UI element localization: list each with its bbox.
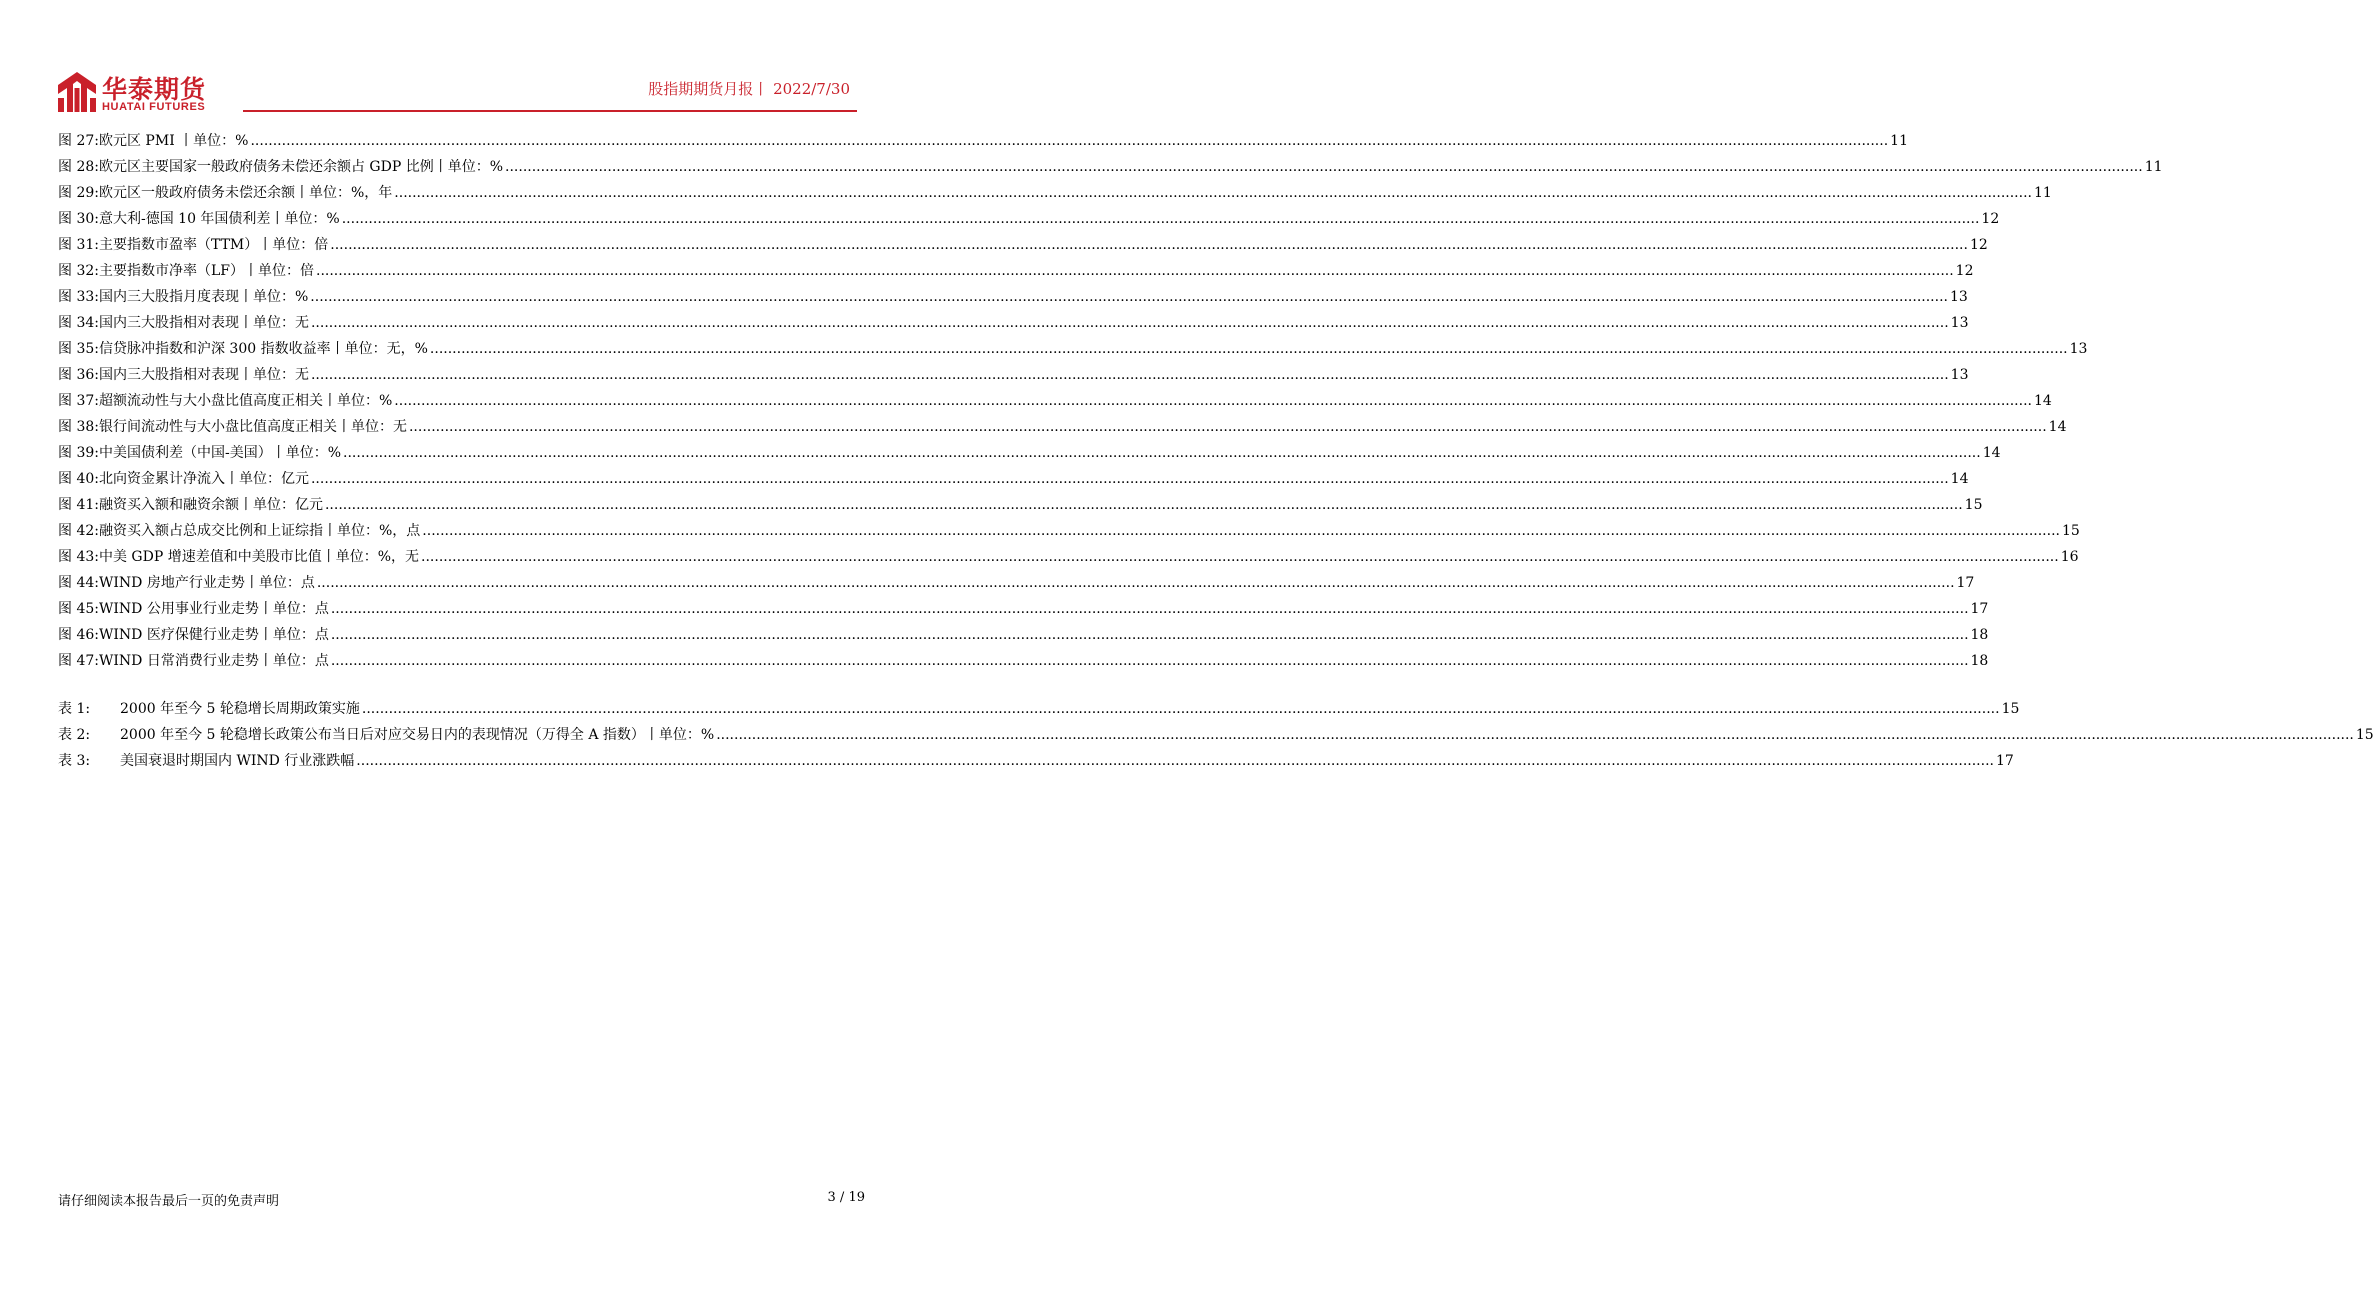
page-header xyxy=(0,0,920,120)
entry-label: 图 32: xyxy=(58,263,99,279)
brand-name-en: HUATAI FUTURES xyxy=(102,101,206,113)
entry-title: 主要指数市盈率（TTM）丨单位：倍 xyxy=(98,237,329,253)
entry-label: 图 27: xyxy=(58,133,99,149)
dot-leader xyxy=(317,570,1955,596)
entry-page-number: 14 xyxy=(1950,471,1969,487)
toc-figure-entry[interactable] xyxy=(58,232,1988,258)
entry-label: 图 41: xyxy=(58,497,99,513)
entry-page-number: 13 xyxy=(1950,315,1969,331)
dot-leader xyxy=(325,492,1963,518)
entry-page-number: 18 xyxy=(1970,627,1989,643)
figure-list xyxy=(58,128,2163,674)
toc-figure-entry[interactable] xyxy=(58,492,1983,518)
entry-title: 融资买入额占总成交比例和上证综指丨单位：%，点 xyxy=(98,523,421,539)
entry-title: 超额流动性与大小盘比值高度正相关丨单位：% xyxy=(98,393,393,409)
entry-page-number: 11 xyxy=(2033,185,2052,201)
toc-figure-entry[interactable] xyxy=(58,440,2001,466)
toc-figure-entry[interactable] xyxy=(58,544,2079,570)
entry-title: 美国衰退时期国内 WIND 行业涨跌幅 xyxy=(120,753,355,769)
entry-page-number: 13 xyxy=(1950,367,1969,383)
toc-figure-entry[interactable] xyxy=(58,258,1974,284)
dot-leader xyxy=(430,336,2068,362)
dot-leader xyxy=(310,284,1948,310)
entry-title: 国内三大股指相对表现丨单位：无 xyxy=(98,315,309,331)
toc-figure-entry[interactable] xyxy=(58,466,1969,492)
toc-table-entry[interactable] xyxy=(58,748,2014,774)
entry-label: 图 42: xyxy=(58,523,99,539)
entry-page-number: 17 xyxy=(1970,601,1989,617)
entry-label: 图 40: xyxy=(58,471,99,487)
entry-title: WIND 日常消费行业走势丨单位：点 xyxy=(98,653,329,669)
dot-leader xyxy=(330,232,1968,258)
entry-page-number: 17 xyxy=(1995,753,2014,769)
section-gap xyxy=(58,674,865,696)
entry-title: 欧元区一般政府债务未偿还余额丨单位：%，年 xyxy=(98,185,393,201)
entry-label: 表 3: xyxy=(58,753,91,769)
entry-title: 意大利-德国 10 年国债利差丨单位：% xyxy=(98,211,340,227)
entry-page-number: 14 xyxy=(2048,419,2067,435)
entry-label: 图 46: xyxy=(58,627,99,643)
dot-leader xyxy=(343,440,1981,466)
report-date: 2022/7/30 xyxy=(773,80,850,98)
dot-leader xyxy=(422,518,2060,544)
entry-title: 2000 年至今 5 轮稳增长政策公布当日后对应交易日内的表现情况（万得全 A 指数）丨单位：% xyxy=(120,727,715,743)
dot-leader xyxy=(316,258,1954,284)
dot-leader xyxy=(362,696,2000,722)
entry-title: 北向资金累计净流入丨单位：亿元 xyxy=(98,471,309,487)
entry-label: 图 34: xyxy=(58,315,99,331)
entry-page-number: 15 xyxy=(2001,701,2020,717)
dot-leader xyxy=(311,466,1949,492)
entry-label: 表 1: xyxy=(58,701,91,717)
entry-page-number: 11 xyxy=(1890,133,1908,149)
toc-figure-entry[interactable] xyxy=(58,648,1989,674)
page-number: 3 / 19 xyxy=(827,1190,865,1205)
report-type: 股指期期货月报丨 xyxy=(648,80,769,98)
entry-label: 图 35: xyxy=(58,341,99,357)
report-meta xyxy=(648,78,850,99)
dot-leader xyxy=(421,544,2059,570)
table-list xyxy=(58,696,2374,774)
dot-leader xyxy=(331,596,1969,622)
dot-leader xyxy=(311,362,1949,388)
entry-label: 图 28: xyxy=(58,159,99,175)
disclaimer-note: 请仔细阅读本报告最后一页的免责声明 xyxy=(58,1194,280,1209)
entry-title: 中美 GDP 增速差值和中美股市比值丨单位：%，无 xyxy=(98,549,420,565)
entry-label: 图 30: xyxy=(58,211,99,227)
toc-figure-entry[interactable] xyxy=(58,570,1975,596)
entry-page-number: 17 xyxy=(1956,575,1975,591)
brand-name-cn: 华泰期货 xyxy=(102,75,207,104)
entry-page-number: 14 xyxy=(2033,393,2052,409)
toc-figure-entry[interactable] xyxy=(58,154,2163,180)
dot-leader xyxy=(250,128,1888,154)
toc-figure-entry[interactable] xyxy=(58,362,1969,388)
entry-label: 图 47: xyxy=(58,653,99,669)
toc-figure-entry[interactable] xyxy=(58,336,2088,362)
dot-leader xyxy=(342,206,1980,232)
entry-title: WIND 房地产行业走势丨单位：点 xyxy=(98,575,315,591)
toc-figure-entry[interactable] xyxy=(58,128,1908,154)
toc-figure-entry[interactable] xyxy=(58,596,1989,622)
entry-label: 图 43: xyxy=(58,549,99,565)
dot-leader xyxy=(331,648,1969,674)
entry-label: 图 39: xyxy=(58,445,99,461)
toc-figure-entry[interactable] xyxy=(58,414,2067,440)
entry-label: 图 29: xyxy=(58,185,99,201)
entry-title: WIND 公用事业行业走势丨单位：点 xyxy=(98,601,329,617)
entry-title: 主要指数市净率（LF）丨单位：倍 xyxy=(98,263,314,279)
toc-figure-entry[interactable] xyxy=(58,388,2052,414)
entry-page-number: 16 xyxy=(2060,549,2079,565)
toc-figure-entry[interactable] xyxy=(58,518,2080,544)
table-of-contents xyxy=(58,128,2374,774)
toc-table-entry[interactable] xyxy=(58,696,2020,722)
toc-figure-entry[interactable] xyxy=(58,180,2052,206)
entry-page-number: 13 xyxy=(1949,289,1968,305)
dot-leader xyxy=(716,722,2354,748)
entry-page-number: 18 xyxy=(1970,653,1989,669)
dot-leader xyxy=(394,388,2032,414)
entry-label: 图 45: xyxy=(58,601,99,617)
entry-title: 银行间流动性与大小盘比值高度正相关丨单位：无 xyxy=(98,419,407,435)
dot-leader xyxy=(311,310,1949,336)
entry-page-number: 14 xyxy=(1982,445,2001,461)
entry-page-number: 13 xyxy=(2069,341,2088,357)
entry-label: 表 2: xyxy=(58,727,91,743)
entry-title: 国内三大股指相对表现丨单位：无 xyxy=(98,367,309,383)
dot-leader xyxy=(505,154,2143,180)
entry-title: 国内三大股指月度表现丨单位：% xyxy=(98,289,309,305)
entry-title: WIND 医疗保健行业走势丨单位：点 xyxy=(98,627,329,643)
dot-leader xyxy=(394,180,2032,206)
entry-page-number: 15 xyxy=(1964,497,1983,513)
entry-label: 图 36: xyxy=(58,367,99,383)
toc-figure-entry[interactable] xyxy=(58,622,1989,648)
entry-title: 欧元区 PMI 丨单位：% xyxy=(98,133,249,149)
entry-title: 2000 年至今 5 轮稳增长周期政策实施 xyxy=(120,701,360,717)
toc-figure-entry[interactable] xyxy=(58,206,2000,232)
entry-label: 图 31: xyxy=(58,237,99,253)
toc-figure-entry[interactable] xyxy=(58,284,1968,310)
toc-table-entry[interactable] xyxy=(58,722,2374,748)
entry-page-number: 12 xyxy=(1981,211,2000,227)
dot-leader xyxy=(331,622,1969,648)
entry-title: 中美国债利差（中国-美国）丨单位：% xyxy=(98,445,342,461)
entry-title: 融资买入额和融资余额丨单位：亿元 xyxy=(98,497,323,513)
toc-figure-entry[interactable] xyxy=(58,310,1969,336)
entry-title: 信贷脉冲指数和沪深 300 指数收益率丨单位：无，% xyxy=(98,341,428,357)
header-divider xyxy=(243,110,857,112)
entry-label: 图 33: xyxy=(58,289,99,305)
dot-leader xyxy=(409,414,2047,440)
entry-label: 图 38: xyxy=(58,419,99,435)
entry-page-number: 12 xyxy=(1955,263,1974,279)
entry-page-number: 15 xyxy=(2061,523,2080,539)
dot-leader xyxy=(356,748,1994,774)
huatai-logo-icon xyxy=(58,72,96,112)
entry-label: 图 37: xyxy=(58,393,99,409)
entry-title: 欧元区主要国家一般政府债务未偿还余额占 GDP 比例丨单位：% xyxy=(98,159,504,175)
entry-label: 图 44: xyxy=(58,575,99,591)
entry-page-number: 12 xyxy=(1969,237,1988,253)
entry-page-number: 15 xyxy=(2355,727,2374,743)
entry-page-number: 11 xyxy=(2144,159,2163,175)
